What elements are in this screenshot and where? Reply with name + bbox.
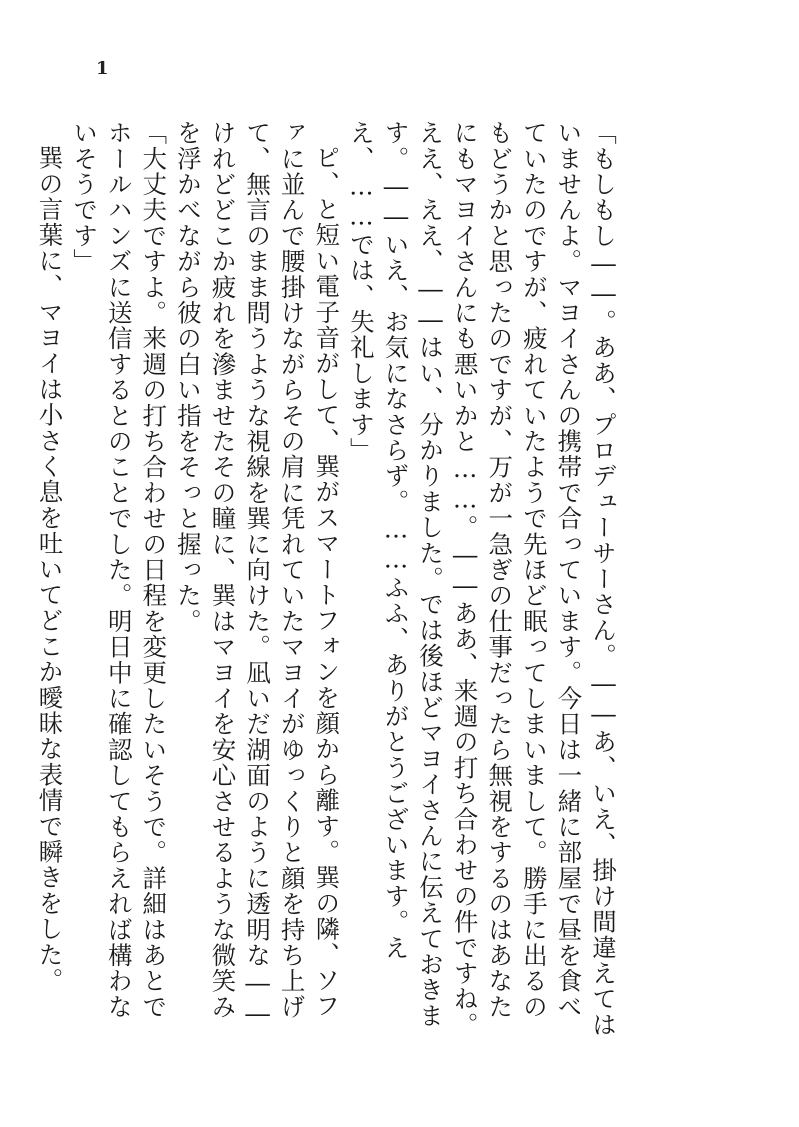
paragraph-dialogue-2: 「大丈夫ですよ。来週の打ち合わせの日程を変更したいそうで。詳細はあとでホールハンズに送信するとのことでした。明日中に確認してもらえれば構わないそうです」 xyxy=(70,120,169,1020)
paragraph-narration-1: ピ、と短い電子音がして、巽がスマートフォンを顔から離す。巽の隣、ソファに並んで腰掛けながらその肩に凭れていたマヨイがゆっくりと顔を持ち上げて、無言のまま問うような視線を巽に向けた。凪いだ湖面のように透明な――けれどどこか疲れを滲ませたその瞳に、巽はマヨイを安心させるような微笑みを浮かべながら彼の白い指をそっと握った。 xyxy=(173,120,342,1029)
paragraph-narration-2: 巽の言葉に、マヨイは小さく息を吐いてどこか曖昧な表情で瞬きをした。 xyxy=(35,144,65,993)
vertical-text-body xyxy=(35,120,620,1040)
paragraph-phone-call: 「もしもし――。ああ、プロデューサーさん。――あ、いえ、掛け間違えてはいませんよ。マヨイさんの携帯で合っています。今日は一緒に部屋で昼を食べていたのですが、疲れていたようで先ほど眠ってしまいまして。勝手に出るのもどうかと思ったのですが、万が一急ぎの仕事だったら無視をするのはあなたにもマヨイさんにも悪いかと……。――ああ、来週の打ち合わせの件ですね。ええ、ええ、――はい、分かりました。では後ほどマヨイさんに伝えておきます。――いえ、お気になさらず。……ふふ、ありがとうございます。ええ、……では、失礼します」 xyxy=(346,120,618,1038)
page-number: 1 xyxy=(96,58,109,79)
